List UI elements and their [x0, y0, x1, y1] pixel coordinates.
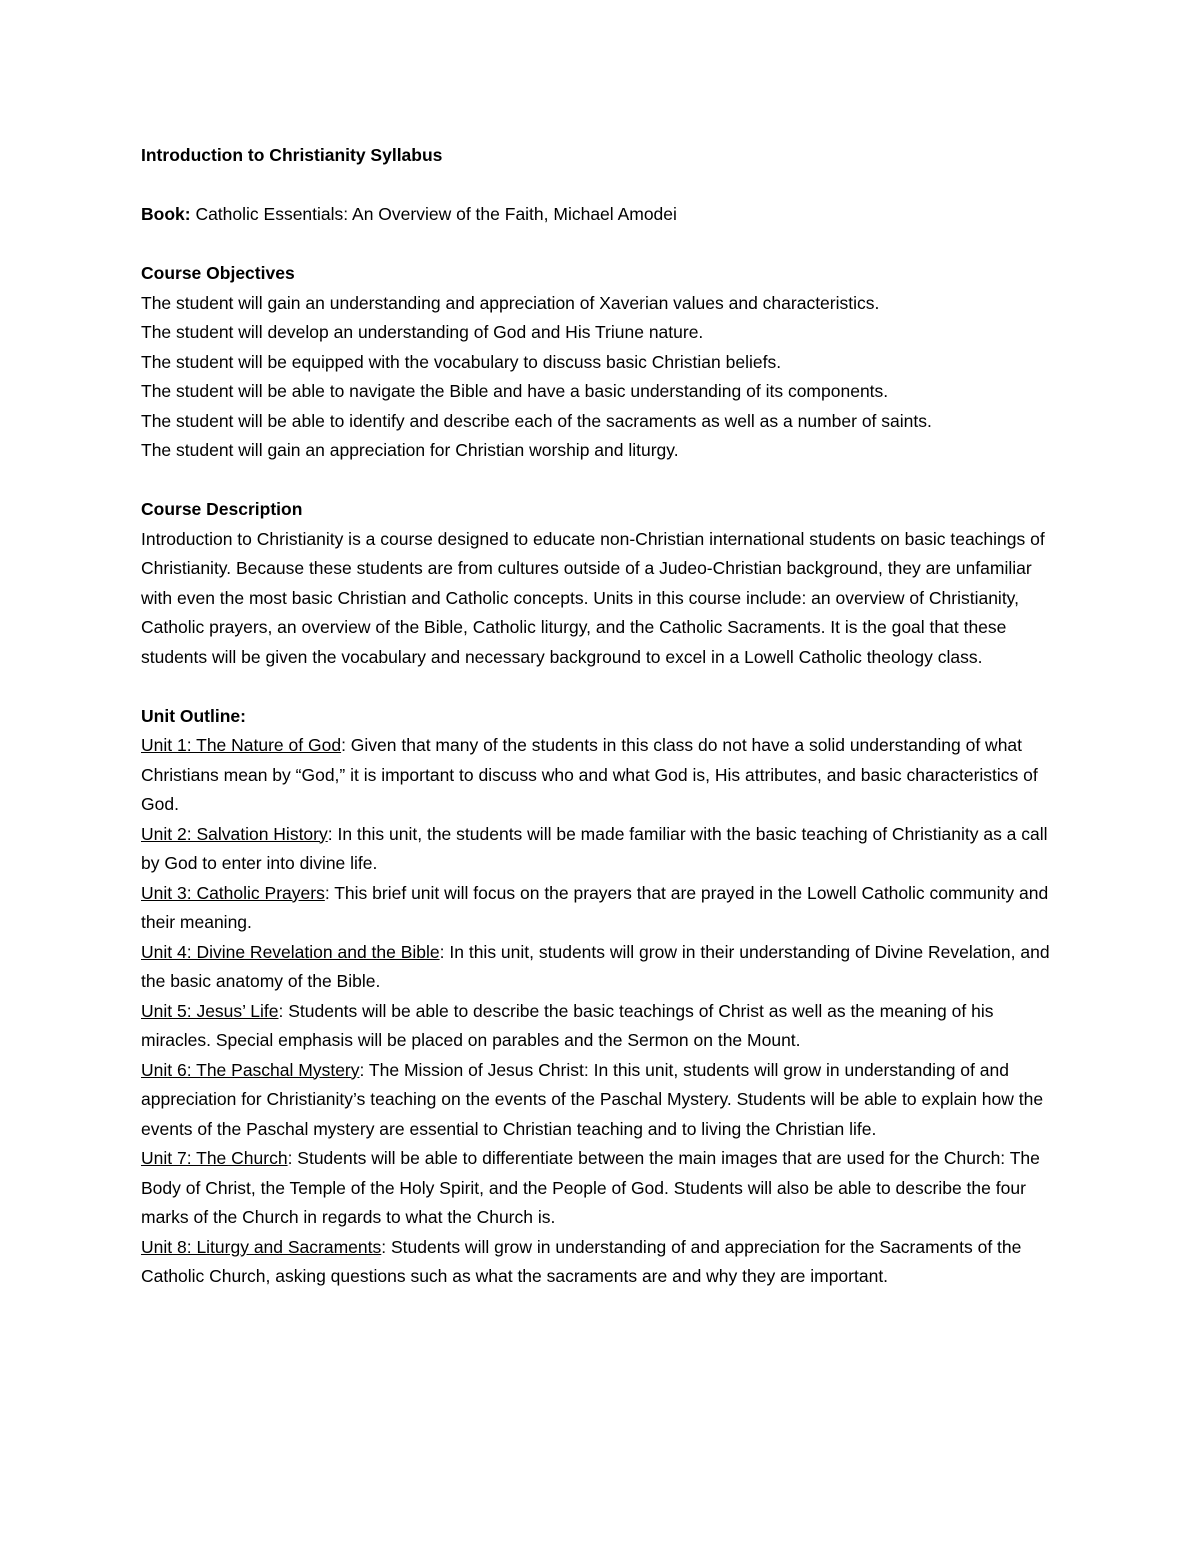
objective-item: The student will gain an understanding and appreciation of Xaverian values and characteristics. [141, 292, 880, 313]
unit-description: : In this unit, students will grow in their understanding of Divine Revelation, and the basic anatomy of the Bible. [141, 941, 1050, 991]
objective-item: The student will be equipped with the vocabulary to discuss basic Christian beliefs. [141, 351, 782, 372]
syllabus-page [141, 141, 1066, 1292]
unit-description: : Students will grow in understanding of and appreciation for the Sacraments of the Catholic Church, asking questions such as what the sacraments are and why they are important. [141, 1236, 1022, 1286]
unit-description: : This brief unit will focus on the prayers that are prayed in the Lowell Catholic community and their meaning. [141, 882, 1049, 932]
spacer [141, 672, 1066, 702]
outline-heading: Unit Outline: [141, 705, 246, 726]
description-text: Introduction to Christianity is a course designed to educate non-Christian international students on basic teachings of Christianity. Because these students are from cultures outside of a Judeo-Christian background, they are unfamiliar with even the most basic Christian and Catholic concepts. Units in this course include: an overview of Christianity, Catholic prayers, an overview of the Bible, Catholic liturgy, and the Catholic Sacraments. It is the goal that these students will be given the vocabulary and necessary background to excel in a Lowell Catholic theology class. [141, 528, 1045, 667]
objective-item: The student will be able to navigate the Bible and have a basic understanding of its components. [141, 381, 889, 401]
unit-title: Unit 2: Salvation History [141, 823, 328, 844]
unit-title: Unit 1: The Nature of God [141, 735, 342, 755]
unit-entry [141, 997, 1066, 1056]
page-title: Introduction to Christianity Syllabus [141, 145, 443, 165]
unit-description: : In this unit, the students will be made familiar with the basic teaching of Christianity as a call by God to enter into divine life. [141, 823, 1048, 873]
unit-description: : Students will be able to differentiate between the main images that are used for the Church: The Body of Christ, the Temple of the Holy Spirit, and the People of God. Students will also be able to describe the four marks of the Church in regards to what the Church is. [141, 1148, 1040, 1227]
unit-entry [141, 1144, 1066, 1233]
spacer [141, 230, 1066, 260]
unit-title: Unit 5: Jesus’ Life [141, 1000, 279, 1021]
unit-entry [141, 731, 1066, 820]
unit-description: : Students will be able to describe the basic teachings of Christ as well as the meaning of his miracles. Special emphasis will be placed on parables and the Sermon on the Mount. [141, 1000, 994, 1050]
unit-title: Unit 3: Catholic Prayers [141, 882, 325, 903]
objective-item: The student will gain an appreciation for Christian worship and liturgy. [141, 440, 679, 460]
spacer [141, 171, 1066, 201]
unit-title: Unit 4: Divine Revelation and the Bible [141, 941, 440, 962]
unit-entry [141, 1056, 1066, 1145]
book-line [141, 200, 1066, 230]
unit-description: : Given that many of the students in this class do not have a solid understanding of what Christians mean by “God,” it is important to discuss who and what God is, His attributes, and basic characteristics of God. [141, 735, 1038, 814]
unit-entry [141, 820, 1066, 879]
spacer [141, 466, 1066, 496]
objective-item: The student will be able to identify and describe each of the sacraments as well as a number of saints. [141, 410, 932, 431]
book-value: Catholic Essentials: An Overview of the Faith, Michael Amodei [190, 204, 677, 224]
unit-entry [141, 1233, 1066, 1292]
unit-title: Unit 6: The Paschal Mystery [141, 1059, 360, 1080]
objective-item: The student will develop an understanding of God and His Triune nature. [141, 322, 704, 342]
objectives-heading: Course Objectives [141, 263, 295, 283]
unit-entry [141, 879, 1066, 938]
description-heading: Course Description [141, 499, 303, 519]
book-label: Book: [141, 204, 191, 224]
unit-title: Unit 8: Liturgy and Sacraments [141, 1236, 382, 1257]
unit-title: Unit 7: The Church [141, 1148, 288, 1168]
unit-description: : The Mission of Jesus Christ: In this unit, students will grow in understanding of and appreciation for Christianity’s teaching on the events of the Paschal Mystery. Students will be able to explain how the events of the Paschal mystery are essential to Christian teaching and to living the Christian life. [141, 1059, 1044, 1139]
unit-entry [141, 938, 1066, 997]
